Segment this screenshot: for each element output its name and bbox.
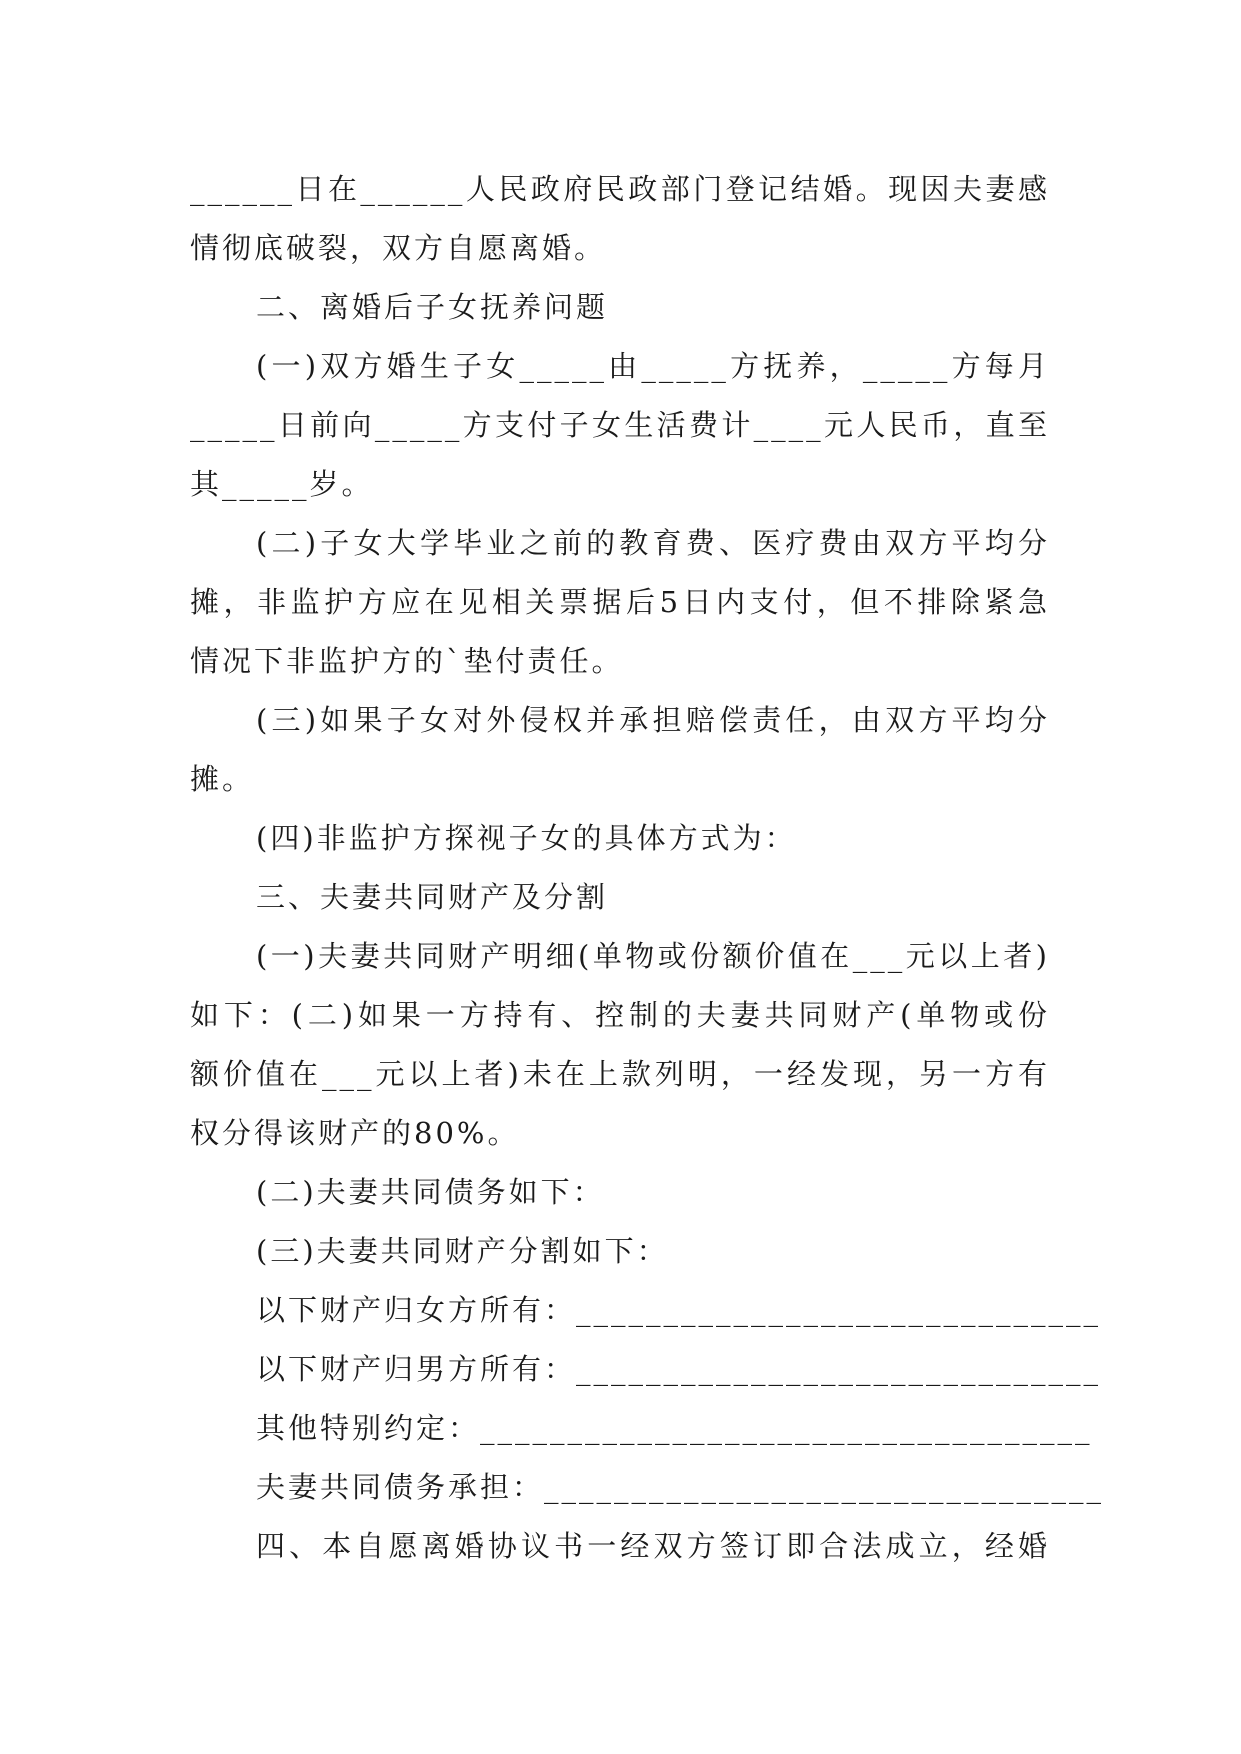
text-line: 情彻底破裂，双方自愿离婚。 (190, 231, 607, 265)
text-line: ______日在______人民政府民政部门登记结婚。现因夫妻感 (190, 172, 1050, 206)
text-line: (一)夫妻共同财产明细(单物或份额价值在___元以上者) (256, 939, 1050, 973)
text-line: 摊。 (190, 762, 255, 796)
fill-in-line: 以下财产归女方所有：______________________________ (256, 1293, 1102, 1327)
fill-in-line: 夫妻共同债务承担：________________________________ (256, 1470, 1105, 1504)
text-line: (二)子女大学毕业之前的教育费、医疗费由双方平均分 (256, 526, 1050, 560)
text-line: 情况下非监护方的`垫付责任。 (190, 644, 624, 678)
text-line: 额价值在___元以上者)未在上款列明，一经发现，另一方有 (190, 1057, 1050, 1091)
text-line: (三)夫妻共同财产分割如下： (256, 1234, 669, 1268)
text-line: _____日前向_____方支付子女生活费计____元人民币，直至 (190, 408, 1050, 442)
fill-in-line: 以下财产归男方所有：______________________________ (256, 1352, 1102, 1386)
text-line: 其_____岁。 (190, 467, 374, 501)
section-heading: 二、离婚后子女抚养问题 (256, 290, 609, 324)
section-heading: 四、本自愿离婚协议书一经双方签订即合法成立，经婚 (256, 1529, 1050, 1563)
fill-in-line: 其他特别约定：___________________________________ (256, 1411, 1093, 1445)
text-line: 权分得该财产的80%。 (190, 1116, 520, 1150)
document-page (190, 160, 1105, 1576)
text-line: (一)双方婚生子女_____由_____方抚养，_____方每月 (256, 349, 1050, 383)
text-line: (二)夫妻共同债务如下： (256, 1175, 605, 1209)
section-heading: 三、夫妻共同财产及分割 (256, 880, 609, 914)
text-line: 如下：(二)如果一方持有、控制的夫妻共同财产(单物或份 (190, 998, 1050, 1032)
text-line: 摊，非监护方应在见相关票据后5日内支付，但不排除紧急 (190, 585, 1050, 619)
text-line: (三)如果子女对外侵权并承担赔偿责任，由双方平均分 (256, 703, 1050, 737)
text-line: (四)非监护方探视子女的具体方式为： (256, 821, 797, 855)
